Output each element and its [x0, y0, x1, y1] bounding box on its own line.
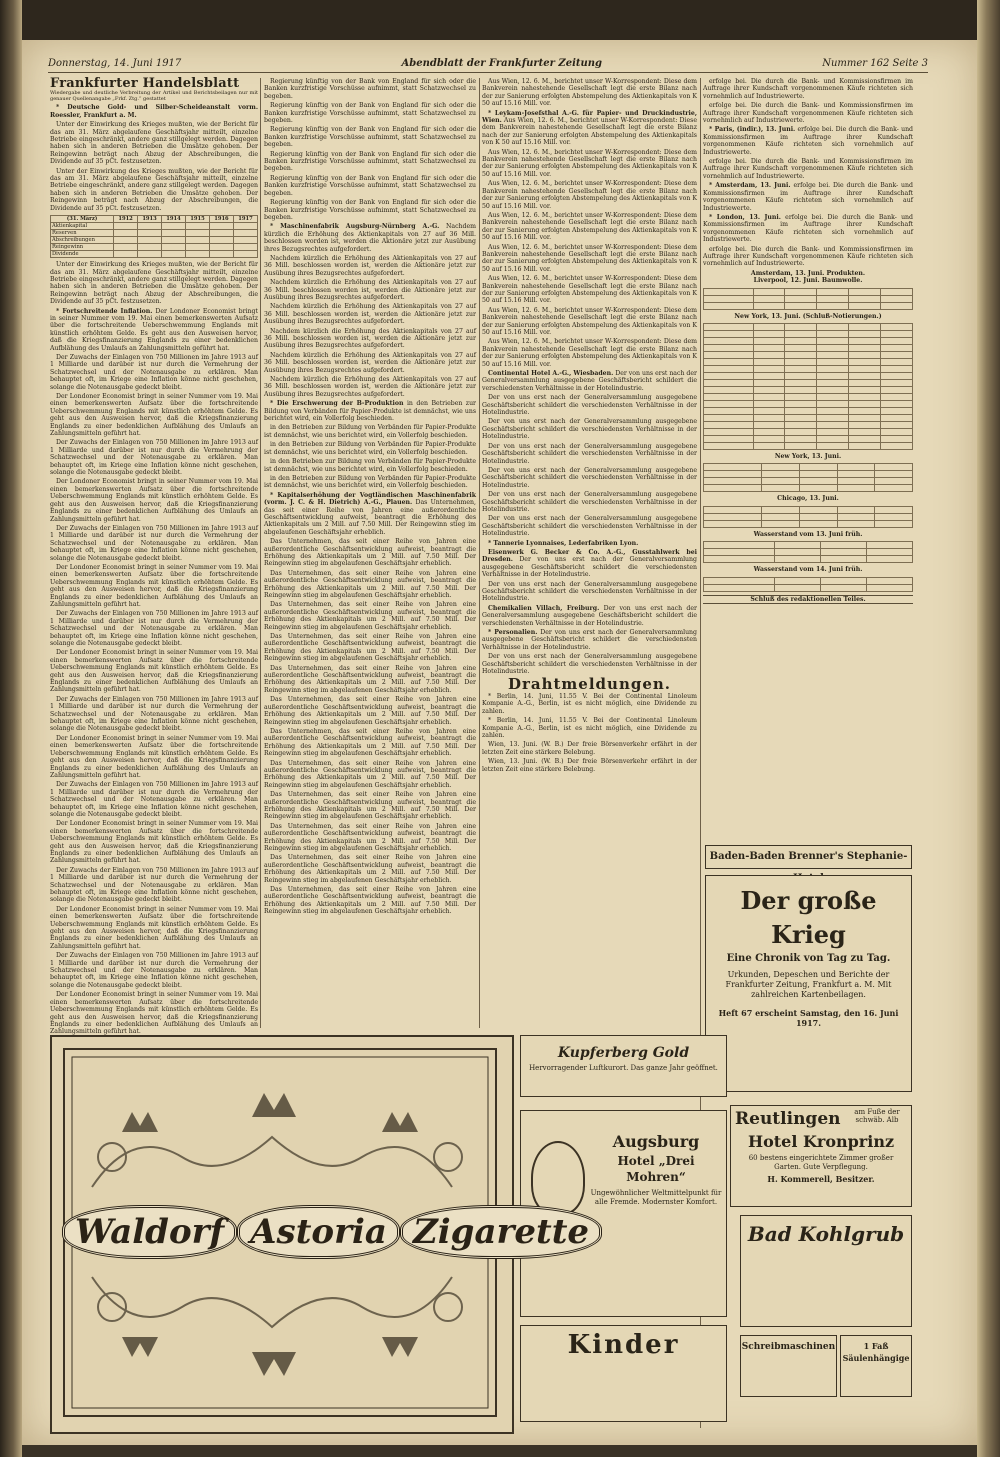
ad-title: 1 Faß Säulenhängige	[842, 1341, 910, 1363]
ad-kupferberg	[520, 1035, 727, 1097]
ad-der-grosse-krieg	[705, 875, 912, 1092]
market-heading: Wasserstand vom 14. Juni früh.	[753, 566, 863, 574]
ad-hotel-name: Hotel „Drei Mohren“	[617, 1154, 695, 1184]
table-row: Abschreibungen	[51, 237, 258, 244]
ad-title: Schreibmaschinen	[741, 1342, 836, 1352]
article-body: Das Unternehmen, das seit einer Reihe von Jahren eine außerordentliche Geschäftsentwicklung aufweist, beantragt die Erhöhung des Aktienkapitals um 2 Mill. auf 7.50 Mill. Der Reingewinn stieg im abgelaufenen Geschäftsjahr erheblich.	[264, 759, 476, 789]
article-body: Der von uns erst nach der Generalversammlung ausgegebene Geschäftsbericht schildert die verschiedensten Verhältnisse in der Hotelindustrie.	[482, 629, 698, 651]
market-heading: New York, 13. Juni.	[774, 452, 842, 460]
news-item: * Berlin, 14. Juni, 11.55 V. Bei der Continental Linoleum Kompanie A.-G., Berlin, ist es nicht möglich, eine Dividende zu zahlen.	[482, 692, 697, 715]
brand-name	[62, 1197, 590, 1267]
ad-title: Kinder	[567, 1330, 680, 1360]
ad-subtitle: am Fuße der schwäb. Alb	[854, 1108, 900, 1124]
ad-saeule	[840, 1335, 912, 1397]
article-body: Der von uns erst nach der Generalversammlung ausgegebene Geschäftsbericht schildert die verschiedensten Verhältnisse in der Hotelindustrie.	[482, 515, 697, 538]
article-body: Regierung künftig von der Bank von England für sich oder die Banken kurzfristige Vorschüsse aufnimmt, statt Schatzwechsel zu begeben.	[264, 199, 476, 221]
market-heading: Wasserstand vom 13. Juni früh.	[753, 530, 863, 538]
article-body: Regierung künftig von der Bank von England für sich oder die Banken kurzfristige Vorschüsse aufnimmt, statt Schatzwechsel zu begeben.	[264, 78, 476, 100]
brand-word: Zigarette	[400, 1205, 602, 1259]
article-body: Der von uns erst nach der Generalversammlung ausgegebene Geschäftsbericht schildert die verschiedensten Verhältnisse in der Hotelindustrie.	[482, 604, 697, 627]
article-body: Der Londoner Economist bringt in seiner Nummer vom 19. Mai einen bemerkenswerten Aufsatz über die fortschreitende Ueberschwemmung Englands mit künstlich erhöhtem Gelde. Es geht aus den Ausweisen hervor, daß die Kriegsfinanzierung Englands zu einer bedenklichen Aufblähung des Umlaufs an Zahlungsmitteln geführt hat.	[50, 649, 258, 694]
article-body: Der Londoner Economist bringt in seiner Nummer vom 19. Mai einen bemerkenswerten Aufsatz über die fortschreitende Ueberschwemmung Englands mit künstlich erhöhtem Gelde. Es geht aus den Ausweisen hervor, daß die Kriegsfinanzierung Englands zu einer bedenklichen Aufblähung des Umlaufs an Zahlungsmitteln geführt hat.	[50, 991, 258, 1036]
market-heading: * Amsterdam, 13. Juni.	[709, 182, 791, 190]
article-body: Der von uns erst nach der Generalversammlung ausgegebene Geschäftsbericht schildert die verschiedensten Verhältnisse in der Hotelindustrie.	[482, 418, 697, 441]
column-3	[482, 78, 697, 1028]
ad-body: Urkunden, Depeschen und Berichte der Frankfurter Zeitung, Frankfurt a. M. Mit zahlreichen Kartenbeilagen.	[725, 970, 892, 999]
section-heading: Drahtmeldungen.	[507, 675, 672, 694]
article-body: Aus Wien, 12. 6. M., berichtet unser W-Korrespondent: Diese dem Bankverein nahestehende Gesellschaft legt die erste Bilanz nach der zur Sanierung erfolgten Abstempelung des Aktienkapitals von K 50 auf 15.16 Mill. vor.	[482, 243, 697, 273]
article-body: erfolge bei. Die durch die Bank- und Kommissionsfirmen im Auftrage ihrer Kundschaft vorgenommenen Käufe richteten sich vornehmlich auf Industriewerte.	[703, 102, 913, 125]
article-body: Der Londoner Economist bringt in seiner Nummer vom 19. Mai einen bemerkenswerten Aufsatz über die fortschreitende Ueberschwemmung Englands mit künstlich erhöhtem Gelde. Es geht aus den Ausweisen hervor, daß die Kriegsfinanzierung Englands zu einer bedenklichen Aufblähung des Umlaufs an Zahlungsmitteln geführt hat.	[50, 820, 258, 865]
article-body: in den Betrieben zur Bildung von Verbänden für Papier-Produkte ist demnächst, wie uns berichtet wird, ein Vollerfolg beschieden.	[264, 424, 476, 439]
article-body: erfolge bei. Die durch die Bank- und Kommissionsfirmen im Auftrage ihrer Kundschaft vorgenommenen Käufe richteten sich vornehmlich auf Industriewerte.	[703, 158, 913, 180]
article-body: Regierung künftig von der Bank von England für sich oder die Banken kurzfristige Vorschüsse aufnimmt, statt Schatzwechsel zu begeben.	[264, 150, 476, 173]
paper-title: Abendblatt der Frankfurter Zeitung	[401, 58, 603, 69]
ad-title: Augsburg	[612, 1132, 700, 1151]
table-header: 1915	[186, 216, 210, 223]
article-heading: * Die Erschwerung der B-Produktion	[270, 400, 404, 408]
ad-body: Hervorragender Luftkurort. Das ganze Jahr geöffnet.	[529, 1064, 718, 1072]
ad-subtitle: Eine Chronik von Tag zu Tag.	[726, 953, 891, 964]
column-rule	[260, 78, 261, 1028]
ad-waldorf-astoria	[50, 1035, 590, 1434]
article-body: Nachdem kürzlich die Erhöhung des Aktienkapitals von 27 auf 36 Mill. beschlossen worden ist, werden die Aktionäre jetzt zur Ausübung ihres Bezugsrechtes aufgefordert.	[264, 254, 476, 277]
water-table	[703, 577, 913, 592]
ad-schreibmaschinen	[740, 1335, 837, 1397]
article-body: Aus Wien, 12. 6. M., berichtet unser W-Korrespondent: Diese dem Bankverein nahestehende Gesellschaft legt die erste Bilanz nach der zur Sanierung erfolgten Abstempelung des Aktienkapitals von K 50 auf 15.16 Mill. vor.	[482, 117, 697, 147]
crest-icon	[531, 1141, 585, 1215]
article-body: Das Unternehmen, das seit einer Reihe von Jahren eine außerordentliche Geschäftsentwicklung aufweist, beantragt die Erhöhung des Aktienkapitals um 2 Mill. auf 7.50 Mill. Der Reingewinn stieg im abgelaufenen Geschäftsjahr erheblich.	[264, 791, 476, 821]
article-body: Der von uns erst nach der Generalversammlung ausgegebene Geschäftsbericht schildert die verschiedensten Verhältnisse in der Hotelindustrie.	[482, 466, 697, 489]
brand-word: Astoria	[237, 1205, 400, 1259]
ad-title: Bad Kohlgrub	[747, 1222, 905, 1246]
article-body: Der von uns erst nach der Generalversammlung ausgegebene Geschäftsbericht schildert die verschiedensten Verhältnisse in der Hotelindustrie.	[482, 370, 697, 392]
article-body: Aus Wien, 12. 6. M., berichtet unser W-Korrespondent: Diese dem Bankverein nahestehende Gesellschaft legt die erste Bilanz nach der zur Sanierung erfolgten Abstempelung des Aktienkapitals von K 50 auf 15.16 Mill. vor.	[482, 338, 697, 368]
article-heading: Eisenwerk G. Becker & Co. A.-G., Gusstahlwerk bei Dresden.	[482, 548, 697, 564]
article-body: Der von uns erst nach der Generalversammlung ausgegebene Geschäftsbericht schildert die verschiedensten Verhältnisse in der Hotelindustrie.	[482, 491, 697, 513]
article-heading: * Maschinenfabrik Augsburg-Nürnberg A.-G.	[270, 223, 440, 231]
article-body: in den Betrieben zur Bildung von Verbänden für Papier-Produkte ist demnächst, wie uns berichtet wird, ein Vollerfolg beschieden.	[264, 458, 476, 473]
cotton-table	[703, 288, 913, 310]
article-heading: * Tannerie Lyonnaises, Lederfabriken Lyon.	[488, 539, 639, 547]
article-heading: * Kapitalserhöhung der Vogtländischen Maschinenfabrik (vorm. J. C. & H. Dietrich) A.-G., Plauen.	[264, 491, 476, 507]
market-heading: * Paris, (indir.), 13. Juni.	[709, 126, 796, 134]
chicago-table	[703, 506, 913, 528]
article-body: Nachdem kürzlich die Erhöhung des Aktienkapitals von 27 auf 36 Mill. beschlossen worden ist, werden die Aktionäre jetzt zur Ausübung ihres Bezugsrechtes aufgefordert.	[264, 351, 476, 374]
masthead	[48, 58, 928, 73]
ad-body: 60 bestens eingerichtete Zimmer großer Garten. Gute Verpflegung.	[748, 1154, 894, 1171]
article-body: Der Zuwachs der Einlagen von 750 Millionen im Jahre 1913 auf 1 Milliarde und darüber ist nur durch die Vermehrung der Schatzwechsel und der Notenausgabe zu erklären. Man behauptet oft, im Kriege eine Inflation könne nicht geschehen, solange die Notenausgabe gedeckt bleibt.	[50, 353, 258, 391]
article-body: Der Zuwachs der Einlagen von 750 Millionen im Jahre 1913 auf 1 Milliarde und darüber ist nur durch die Vermehrung der Schatzwechsel und der Notenausgabe zu erklären. Man behauptet oft, im Kriege eine Inflation könne nicht geschehen, solange die Notenausgabe gedeckt bleibt.	[50, 781, 258, 818]
article-body: Der Zuwachs der Einlagen von 750 Millionen im Jahre 1913 auf 1 Milliarde und darüber ist nur durch die Vermehrung der Schatzwechsel und der Notenausgabe zu erklären. Man behauptet oft, im Kriege eine Inflation könne nicht geschehen, solange die Notenausgabe gedeckt bleibt.	[50, 866, 258, 904]
balance-table	[50, 215, 258, 258]
article-body: Das Unternehmen, das seit einer Reihe von Jahren eine außerordentliche Geschäftsentwicklung aufweist, beantragt die Erhöhung des Aktienkapitals um 2 Mill. auf 7.50 Mill. Der Reingewinn stieg im abgelaufenen Geschäftsjahr erheblich.	[264, 727, 476, 758]
issue-number: Nummer 162 Seite 3	[822, 58, 928, 69]
article-body: in den Betrieben zur Bildung von Verbänden für Papier-Produkte ist demnächst, wie uns berichtet wird, ein Vollerfolg beschieden.	[264, 474, 476, 490]
market-heading: New York, 13. Juni. (Schluß-Notierungen.)	[734, 312, 882, 320]
column-2	[264, 78, 476, 1028]
article-body: Der Londoner Economist bringt in seiner Nummer vom 19. Mai einen bemerkenswerten Aufsatz über die fortschreitende Ueberschwemmung Englands mit künstlich erhöhtem Gelde. Es geht aus den Ausweisen hervor, daß die Kriegsfinanzierung Englands zu einer bedenklichen Aufblähung des Umlaufs an Zahlungsmitteln geführt hat.	[50, 905, 258, 950]
section-title: Frankfurter Handelsblatt	[50, 76, 240, 91]
ad-brenner: Baden-Baden Brenner's Stephanie-	[705, 845, 912, 869]
article-body: Der von uns erst nach der Generalversammlung ausgegebene Geschäftsbericht schildert die verschiedensten Verhältnisse in der Hotelindustrie.	[482, 653, 697, 676]
article-body: Regierung künftig von der Bank von England für sich oder die Banken kurzfristige Vorschüsse aufnimmt, statt Schatzwechsel zu begeben.	[264, 174, 476, 197]
newyork-table	[703, 323, 913, 450]
column-rule	[479, 78, 480, 1028]
article-body: Der Londoner Economist bringt in seiner Nummer vom 19. Mai einen bemerkenswerten Aufsatz über die fortschreitende Ueberschwemmung Englands mit künstlich erhöhtem Gelde. Es geht aus den Ausweisen hervor, daß die Kriegsfinanzierung Englands zu einer bedenklichen Aufblähung des Umlaufs an Zahlungsmitteln geführt hat.	[50, 734, 258, 779]
article-heading: * Leykam-Josefsthal A.-G. für Papier- und Druckindustrie, Wien.	[482, 109, 697, 125]
article-heading: * Personalien.	[488, 629, 538, 637]
article-body: Der Londoner Economist bringt in seiner Nummer vom 19. Mai einen bemerkenswerten Aufsatz über die fortschreitende Ueberschwemmung Englands mit künstlich erhöhtem Gelde. Es geht aus den Ausweisen hervor, daß die Kriegsfinanzierung Englands zu einer bedenklichen Aufblähung des Umlaufs an Zahlungsmitteln geführt hat.	[50, 478, 258, 523]
water-table	[703, 541, 913, 563]
market-heading: Chicago, 13. Juni.	[777, 495, 839, 503]
news-item: Wien, 13. Juni. (W. B.) Der freie Börsenverkehr erfährt in der letzten Zeit eine stärkere Belebung.	[482, 741, 697, 756]
ad-title: Kupferberg Gold	[557, 1045, 690, 1061]
ad-owner: H. Kommerell, Besitzer.	[767, 1174, 875, 1184]
article-body: Das Unternehmen, das seit einer Reihe von Jahren eine außerordentliche Geschäftsentwicklung aufweist, beantragt die Erhöhung des Aktienkapitals um 2 Mill. auf 7.50 Mill. Der Reingewinn stieg im abgelaufenen Geschäftsjahr erheblich.	[264, 664, 476, 694]
article-body: Der Zuwachs der Einlagen von 750 Millionen im Jahre 1913 auf 1 Milliarde und darüber ist nur durch die Vermehrung der Schatzwechsel und der Notenausgabe zu erklären. Man behauptet oft, im Kriege eine Inflation könne nicht geschehen, solange die Notenausgabe gedeckt bleibt.	[50, 439, 258, 477]
article-body: Das Unternehmen, das seit einer Reihe von Jahren eine außerordentliche Geschäftsentwicklung aufweist, beantragt die Erhöhung des Aktienkapitals um 2 Mill. auf 7.50 Mill. Der Reingewinn stieg im abgelaufenen Geschäftsjahr erheblich.	[264, 569, 476, 599]
brand-word: Waldorf	[62, 1205, 237, 1259]
article-body: in den Betrieben zur Bildung von Verbänden für Papier-Produkte ist demnächst, wie uns berichtet wird, ein Vollerfolg beschieden.	[264, 441, 476, 456]
market-heading: Liverpool, 12. Juni. Baumwolle.	[753, 277, 863, 285]
ad-reutlingen	[730, 1105, 912, 1207]
article-body: Das Unternehmen, das seit einer Reihe von Jahren eine außerordentliche Geschäftsentwicklung aufweist, beantragt die Erhöhung des Aktienkapitals um 2 Mill. auf 7.50 Mill. Der Reingewinn stieg im abgelaufenen Geschäftsjahr erheblich.	[264, 822, 476, 852]
article-body: erfolge bei. Die durch die Bank- und Kommissionsfirmen im Auftrage ihrer Kundschaft vorgenommenen Käufe richteten sich vornehmlich auf Industriewerte.	[703, 245, 913, 268]
article-heading: Chemikalien Villach, Freiburg.	[488, 604, 600, 612]
article-body: Der Zuwachs der Einlagen von 750 Millionen im Jahre 1913 auf 1 Milliarde und darüber ist nur durch die Vermehrung der Schatzwechsel und der Notenausgabe zu erklären. Man behauptet oft, im Kriege eine Inflation könne nicht geschehen, solange die Notenausgabe gedeckt bleibt.	[50, 952, 258, 989]
column-4: erfolge bei. Die durch die Bank- und Kommissionsfirmen im Auftrage ihrer Kundschaft vorgenommenen Käufe richteten sich vornehmlich auf Industriewerte. erfolge bei. Die durch die Bank- und Kommissionsfirmen im Auftrage ihrer Kundschaft vorgenommenen Käufe richteten sich vornehmlich auf Industriewerte. * Paris, (indir.), 13. Juni. erfolge bei. Die durch die Bank- und Kommissionsfirmen im Auftrage ihrer Kundschaft vorgenommenen Käufe richteten sich vornehmlich auf Industriewerte. erfolge bei. Die durch die Bank- und Kommissionsfirmen im Auftrage ihrer Kundschaft vorgenommenen Käufe richteten sich vornehmlich auf Industriewerte. * Amsterdam, 13. Juni. erfolge bei. Die durch die Bank- und Kommissionsfirmen im Auftrage ihrer Kundschaft vorgenommenen Käufe richteten sich vornehmlich auf Industriewerte. * London, 13. Juni. erfolge bei. Die durch die Bank- und Kommissionsfirmen im Auftrage ihrer Kundschaft vorgenommenen Käufe richteten sich vornehmlich auf Industriewerte. erfolge bei. Die durch die Bank- und Kommissionsfirmen im Auftrage ihrer Kundschaft vorgenommenen Käufe richteten sich vornehmlich auf Industriewerte. Amsterdam, 13. Juni. Produkten. Liverpool, 12. Juni. Baumwolle. New York, 13. Juni. (Schluß-Notierungen.) New York, 13. Juni. Chicago, 13. Juni. Wasserstand vom 13. Juni früh. Wasserstand vom 14. Juni früh. Schluß des redaktionellen Teiles.	[703, 78, 914, 603]
table-row: Reingewinn	[51, 244, 258, 251]
article-body: Unter der Einwirkung des Krieges mußten, wie der Bericht für das am 31. März abgelaufene Geschäftsjahr mitteilt, einzelne Betriebe eingeschränkt, andere ganz stillgelegt werden. Dagegen haben sich in anderen Betrieben die Umsätze gehoben. Der Reingewinn beträgt nach Abzug der Abschreibungen, die Dividende auf 35 pCt. festzusetzen.	[50, 261, 258, 306]
article-body: Unter der Einwirkung des Krieges mußten, wie der Bericht für das am 31. März abgelaufene Geschäftsjahr mitteilt, einzelne Betriebe eingeschränkt, andere ganz stillgelegt werden. Dagegen haben sich in anderen Betrieben die Umsätze gehoben. Der Reingewinn beträgt nach Abzug der Abschreibungen, die Dividende auf 35 pCt. festzusetzen.	[50, 121, 258, 166]
article-body: Das Unternehmen, das seit einer Reihe von Jahren eine außerordentliche Geschäftsentwicklung aufweist, beantragt die Erhöhung des Aktienkapitals um 2 Mill. auf 7.50 Mill. Der Reingewinn stieg im abgelaufenen Geschäftsjahr erheblich.	[264, 854, 476, 884]
article-body: Nachdem kürzlich die Erhöhung des Aktienkapitals von 27 auf 36 Mill. beschlossen worden ist, werden die Aktionäre jetzt zur Ausübung ihres Bezugsrechtes aufgefordert.	[264, 327, 476, 350]
article-body: Aus Wien, 12. 6. M., berichtet unser W-Korrespondent: Diese dem Bankverein nahestehende Gesellschaft legt die erste Bilanz nach der zur Sanierung erfolgten Abstempelung des Aktienkapitals von K 50 auf 15.16 Mill. vor.	[482, 78, 697, 108]
issue-date: Donnerstag, 14. Juni 1917	[48, 58, 182, 69]
article-body: in den Betrieben zur Bildung von Verbänden für Papier-Produkte ist demnächst, wie uns berichtet wird, ein Vollerfolg beschieden.	[264, 400, 477, 423]
article-body: Aus Wien, 12. 6. M., berichtet unser W-Korrespondent: Diese dem Bankverein nahestehende Gesellschaft legt die erste Bilanz nach der zur Sanierung erfolgten Abstempelung des Aktienkapitals von K 50 auf 15.16 Mill. vor.	[482, 211, 697, 242]
table-header: (31. März)	[51, 216, 114, 223]
ad-title: Der große Krieg	[740, 886, 877, 949]
ad-body: Ungewöhnlicher Weltmittelpunkt für alle Fremde. Modernster Komfort.	[590, 1189, 722, 1206]
article-body: Aus Wien, 12. 6. M., berichtet unser W-Korrespondent: Diese dem Bankverein nahestehende Gesellschaft legt die erste Bilanz nach der zur Sanierung erfolgten Abstempelung des Aktienkapitals von K 50 auf 15.16 Mill. vor.	[482, 148, 697, 178]
article-body: Nachdem kürzlich die Erhöhung des Aktienkapitals von 27 auf 36 Mill. beschlossen worden ist, werden die Aktionäre jetzt zur Ausübung ihres Bezugsrechtes aufgefordert.	[264, 376, 476, 398]
table-row: Reserven	[51, 230, 258, 237]
article-heading: * Fortschreitende Inflation.	[56, 307, 153, 315]
book-binding	[0, 0, 22, 1457]
ad-kinder	[520, 1325, 727, 1422]
article-heading: Continental Hotel A.-G., Wiesbaden.	[488, 370, 614, 378]
table-header: 1912	[114, 216, 138, 223]
article-body: Der Zuwachs der Einlagen von 750 Millionen im Jahre 1913 auf 1 Milliarde und darüber ist nur durch die Vermehrung der Schatzwechsel und der Notenausgabe zu erklären. Man behauptet oft, im Kriege eine Inflation könne nicht geschehen, solange die Notenausgabe gedeckt bleibt.	[50, 610, 258, 647]
article-body: Nachdem kürzlich die Erhöhung des Aktienkapitals von 27 auf 36 Mill. beschlossen worden ist, werden die Aktionäre jetzt zur Ausübung ihres Bezugsrechtes aufgefordert.	[264, 303, 476, 326]
end-of-editorial: Schluß des redaktionellen Teiles.	[703, 595, 913, 604]
article-body: Das Unternehmen, das seit einer Reihe von Jahren eine außerordentliche Geschäftsentwicklung aufweist, beantragt die Erhöhung des Aktienkapitals um 2 Mill. auf 7.50 Mill. Der Reingewinn stieg im abgelaufenen Geschäftsjahr erheblich.	[264, 538, 476, 568]
news-item: Wien, 13. Juni. (W. B.) Der freie Börsenverkehr erfährt in der letzten Zeit eine stärkere Belebung.	[482, 758, 697, 773]
column-1	[50, 76, 258, 1036]
ad-issue: Heft 67 erscheint Samstag, den 16. Juni 1917.	[718, 1008, 899, 1028]
article-body: Regierung künftig von der Bank von England für sich oder die Banken kurzfristige Vorschüsse aufnimmt, statt Schatzwechsel zu begeben.	[264, 102, 476, 125]
page-edges	[977, 0, 1000, 1457]
scan-top-border	[0, 0, 1000, 40]
article-body: Der von uns erst nach der Generalversammlung ausgegebene Geschäftsbericht schildert die verschiedensten Verhältnisse in der Hotelindustrie.	[482, 556, 697, 579]
ad-hotel-name: Hotel Kronprinz	[747, 1132, 895, 1151]
article-body: Das Unternehmen, das seit einer Reihe von Jahren eine außerordentliche Geschäftsentwicklung aufweist, beantragt die Erhöhung des Aktienkapitals um 2 Mill. auf 7.50 Mill. Der Reingewinn stieg im abgelaufenen Geschäftsjahr erheblich.	[264, 601, 476, 631]
article-body: Das Unternehmen, das seit einer Reihe von Jahren eine außerordentliche Geschäftsentwicklung aufweist, beantragt die Erhöhung des Aktienkapitals um 2 Mill. auf 7.50 Mill. Der Reingewinn stieg im abgelaufenen Geschäftsjahr erheblich.	[264, 886, 476, 916]
table-header: 1916	[209, 216, 233, 223]
article-body: Nachdem kürzlich die Erhöhung des Aktienkapitals von 27 auf 36 Mill. beschlossen worden ist, werden die Aktionäre jetzt zur Ausübung ihres Bezugsrechtes aufgefordert.	[264, 279, 476, 301]
article-body: Das Unternehmen, das seit einer Reihe von Jahren eine außerordentliche Geschäftsentwicklung aufweist, beantragt die Erhöhung des Aktienkapitals um 2 Mill. auf 7.50 Mill. Der Reingewinn stieg im abgelaufenen Geschäftsjahr erheblich.	[264, 633, 476, 663]
article-body: Das Unternehmen, das seit einer Reihe von Jahren eine außerordentliche Geschäftsentwicklung aufweist, beantragt die Erhöhung des Aktienkapitals um 2 Mill. auf 7.50 Mill. Der Reingewinn stieg im abgelaufenen Geschäftsjahr erheblich.	[264, 499, 476, 536]
article-body: Aus Wien, 12. 6. M., berichtet unser W-Korrespondent: Diese dem Bankverein nahestehende Gesellschaft legt die erste Bilanz nach der zur Sanierung erfolgten Abstempelung des Aktienkapitals von K 50 auf 15.16 Mill. vor.	[482, 275, 697, 305]
article-body: Aus Wien, 12. 6. M., berichtet unser W-Korrespondent: Diese dem Bankverein nahestehende Gesellschaft legt die erste Bilanz nach der zur Sanierung erfolgten Abstempelung des Aktienkapitals von K 50 auf 15.16 Mill. vor.	[482, 180, 697, 210]
article-body: Nachdem kürzlich die Erhöhung des Aktienkapitals von 27 auf 36 Mill. beschlossen worden ist, werden die Aktionäre jetzt zur Ausübung ihres Bezugsrechtes aufgefordert.	[264, 223, 477, 253]
article-body: Das Unternehmen, das seit einer Reihe von Jahren eine außerordentliche Geschäftsentwicklung aufweist, beantragt die Erhöhung des Aktienkapitals um 2 Mill. auf 7.50 Mill. Der Reingewinn stieg im abgelaufenen Geschäftsjahr erheblich.	[264, 696, 476, 726]
market-heading: * London, 13. Juni.	[709, 213, 781, 221]
news-item: * Berlin, 14. Juni, 11.55 V. Bei der Continental Linoleum Kompanie A.-G., Berlin, ist es nicht möglich, eine Dividende zu zahlen.	[482, 717, 697, 739]
section-subtitle: Wiedergabe und deutliche Verbreitung der Artikel und Berichtsbeilagen nur mit genauer Quellenangabe „Frkf. Ztg.“ gestattet	[50, 90, 258, 103]
article-body: erfolge bei. Die durch die Bank- und Kommissionsfirmen im Auftrage ihrer Kundschaft vorgenommenen Käufe richteten sich vornehmlich auf Industriewerte.	[703, 78, 913, 100]
article-body: Der von uns erst nach der Generalversammlung ausgegebene Geschäftsbericht schildert die verschiedensten Verhältnisse in der Hotelindustrie.	[482, 394, 697, 417]
article-body: Der Zuwachs der Einlagen von 750 Millionen im Jahre 1913 auf 1 Milliarde und darüber ist nur durch die Vermehrung der Schatzwechsel und der Notenausgabe zu erklären. Man behauptet oft, im Kriege eine Inflation könne nicht geschehen, solange die Notenausgabe gedeckt bleibt.	[50, 524, 258, 562]
grain-table	[703, 463, 913, 492]
article-body: Der von uns erst nach der Generalversammlung ausgegebene Geschäftsbericht schildert die verschiedensten Verhältnisse in der Hotelindustrie.	[482, 580, 697, 603]
article-heading: * Deutsche Gold- und Silber-Scheideanstalt vorm. Roessler, Frankfurt a. M.	[50, 104, 258, 119]
ad-bad-kohlgrub	[740, 1215, 912, 1327]
table-header: 1917	[233, 216, 257, 223]
article-body: Unter der Einwirkung des Krieges mußten, wie der Bericht für das am 31. März abgelaufene Geschäftsjahr mitteilt, einzelne Betriebe eingeschränkt, andere ganz stillgelegt werden. Dagegen haben sich in anderen Betrieben die Umsätze gehoben. Der Reingewinn beträgt nach Abzug der Abschreibungen, die Dividende auf 35 pCt. festzusetzen.	[50, 167, 258, 212]
ad-title: Reutlingen	[735, 1109, 841, 1129]
table-row: Dividende	[51, 251, 258, 258]
article-body: Der Londoner Economist bringt in seiner Nummer vom 19. Mai einen bemerkenswerten Aufsatz über die fortschreitende Ueberschwemmung Englands mit künstlich erhöhtem Gelde. Es geht aus den Ausweisen hervor, daß die Kriegsfinanzierung Englands zu einer bedenklichen Aufblähung des Umlaufs an Zahlungsmitteln geführt hat.	[50, 393, 258, 438]
table-row: Aktienkapital	[51, 223, 258, 230]
article-body: Der von uns erst nach der Generalversammlung ausgegebene Geschäftsbericht schildert die verschiedensten Verhältnisse in der Hotelindustrie.	[482, 442, 697, 465]
table-header: 1913	[138, 216, 162, 223]
article-body: Der Zuwachs der Einlagen von 750 Millionen im Jahre 1913 auf 1 Milliarde und darüber ist nur durch die Vermehrung der Schatzwechsel und der Notenausgabe zu erklären. Man behauptet oft, im Kriege eine Inflation könne nicht geschehen, solange die Notenausgabe gedeckt bleibt.	[50, 695, 258, 733]
article-body: Der Londoner Economist bringt in seiner Nummer vom 19. Mai einen bemerkenswerten Aufsatz über die fortschreitende Ueberschwemmung Englands mit künstlich erhöhtem Gelde. Es geht aus den Ausweisen hervor, daß die Kriegsfinanzierung Englands zu einer bedenklichen Aufblähung des Umlaufs an Zahlungsmitteln geführt hat.	[50, 307, 258, 352]
market-heading: Amsterdam, 13. Juni. Produkten.	[750, 269, 866, 277]
article-body: Regierung künftig von der Bank von England für sich oder die Banken kurzfristige Vorschüsse aufnimmt, statt Schatzwechsel zu begeben.	[264, 126, 476, 149]
article-body: Der Londoner Economist bringt in seiner Nummer vom 19. Mai einen bemerkenswerten Aufsatz über die fortschreitende Ueberschwemmung Englands mit künstlich erhöhtem Gelde. Es geht aus den Ausweisen hervor, daß die Kriegsfinanzierung Englands zu einer bedenklichen Aufblähung des Umlaufs an Zahlungsmitteln geführt hat.	[50, 563, 258, 608]
article-body: Aus Wien, 12. 6. M., berichtet unser W-Korrespondent: Diese dem Bankverein nahestehende Gesellschaft legt die erste Bilanz nach der zur Sanierung erfolgten Abstempelung des Aktienkapitals von K 50 auf 15.16 Mill. vor.	[482, 306, 697, 336]
table-header: 1914	[162, 216, 186, 223]
